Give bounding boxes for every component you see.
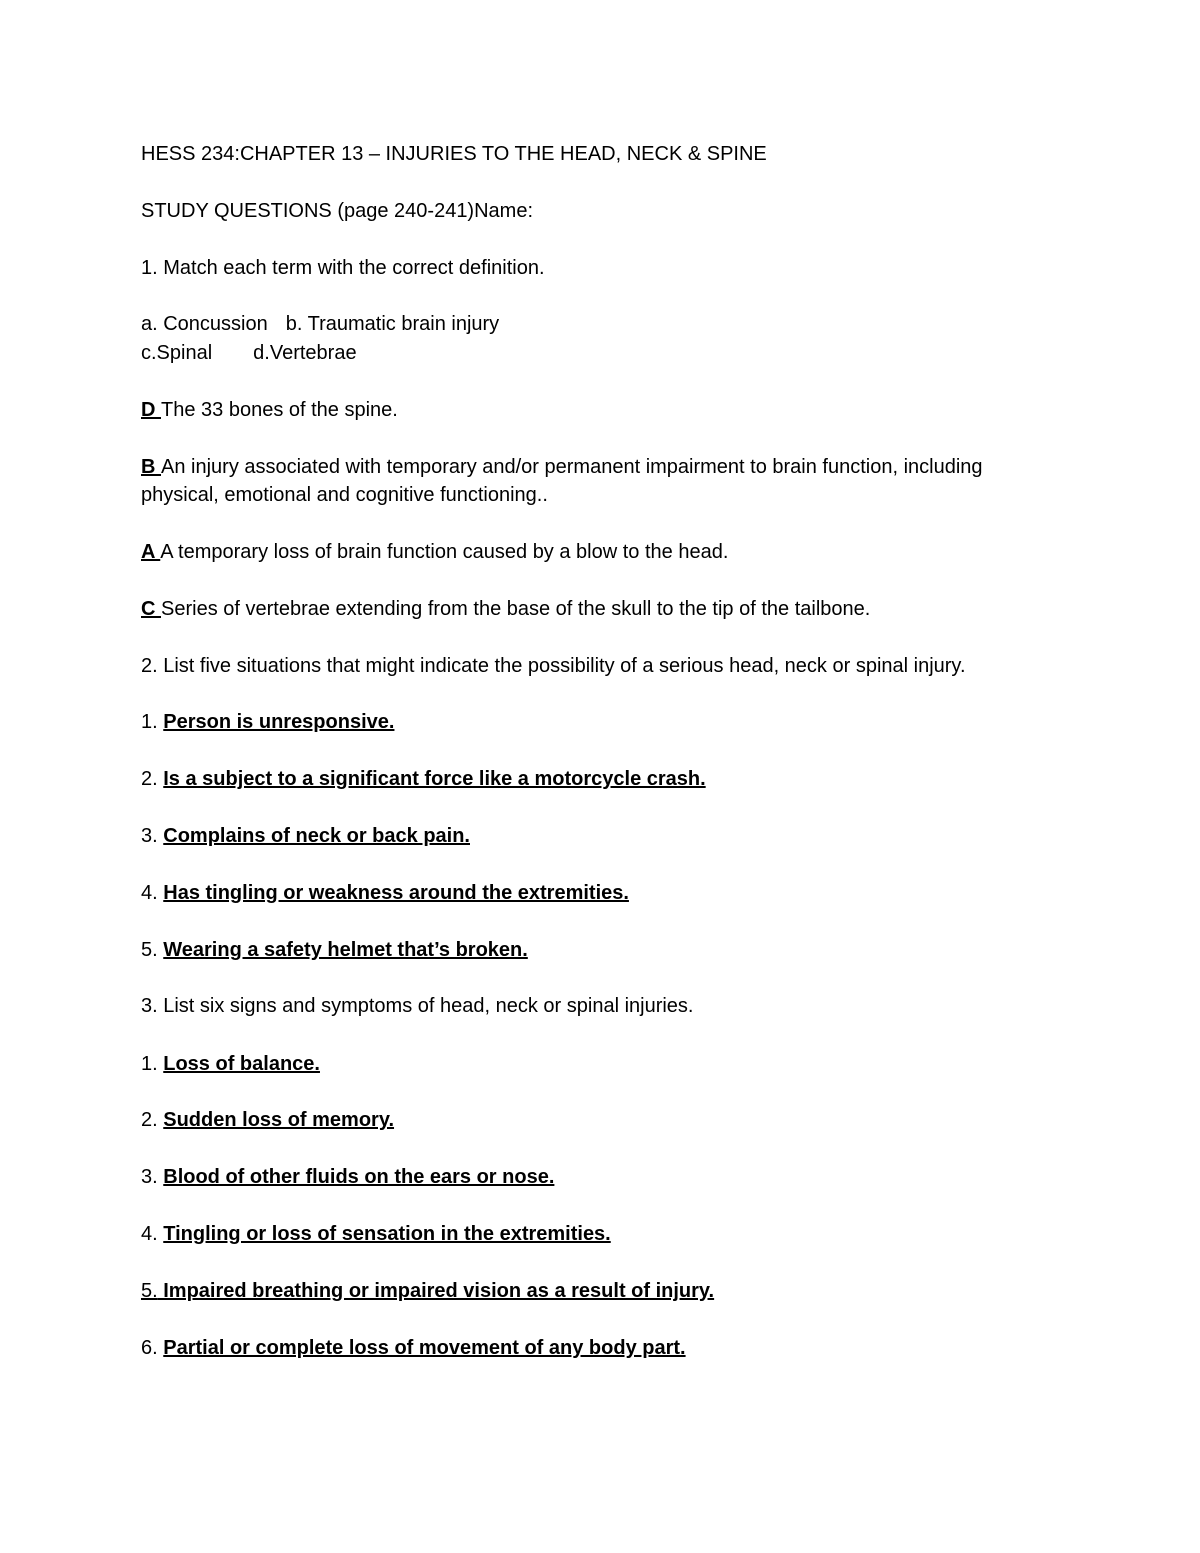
item-answer: Is a subject to a significant force like a motorcycle crash. [163, 768, 706, 790]
q2-item-3 [141, 822, 470, 850]
term-row-2 [141, 339, 357, 367]
question-1-prompt: 1. Match each term with the correct definition. [141, 257, 545, 279]
item-number: 6. [141, 1337, 164, 1359]
answer-c [141, 595, 870, 623]
q2-item-4 [141, 879, 629, 907]
answer-definition: Series of vertebrae extending from the base of the skull to the tip of the tailbone. [161, 598, 871, 620]
document-subtitle: STUDY QUESTIONS (page 240-241)Name: [141, 200, 534, 222]
item-answer: Blood of other fluids on the ears or nose. [163, 1166, 555, 1188]
item-number: 1. [141, 711, 164, 733]
item-number: 2. [141, 768, 164, 790]
term-b: b. Traumatic brain injury [285, 313, 500, 335]
item-number: 1. [141, 1053, 164, 1075]
q3-item-3 [141, 1163, 554, 1191]
term-a: a. Concussion [141, 313, 268, 335]
answer-definition: The 33 bones of the spine. [161, 399, 398, 421]
term-c: c.Spinal [141, 342, 213, 364]
item-number: 5. [141, 1280, 158, 1302]
item-answer: Sudden loss of memory. [163, 1109, 395, 1131]
answer-a [141, 538, 728, 566]
answer-definition: A temporary loss of brain function caused by a blow to the head. [160, 541, 729, 563]
item-number: 3. [141, 825, 164, 847]
item-number: 4. [141, 1223, 164, 1245]
item-answer: Tingling or loss of sensation in the extremities. [163, 1223, 611, 1245]
document-title: HESS 234:CHAPTER 13 – INJURIES TO THE HEAD, NECK & SPINE [141, 143, 767, 165]
q3-item-6 [141, 1334, 686, 1362]
question-2-prompt: 2. List five situations that might indicate the possibility of a serious head, neck or spinal injury. [141, 655, 966, 677]
term-d: d.Vertebrae [253, 342, 357, 364]
item-number: 4. [141, 882, 164, 904]
item-answer: Person is unresponsive. [163, 711, 395, 733]
item-answer: Complains of neck or back pain. [163, 825, 470, 847]
q2-item-2 [141, 765, 706, 793]
answer-letter: B [141, 456, 161, 478]
answer-definition: An injury associated with temporary and/or permanent impairment to brain function, including physical, emotional and cognitive functioning.. [141, 456, 983, 506]
item-answer: Wearing a safety helmet that’s broken. [163, 939, 528, 961]
q3-item-1 [141, 1050, 320, 1078]
q3-item-4 [141, 1220, 611, 1248]
item-answer: Loss of balance. [163, 1053, 320, 1075]
answer-letter: A [141, 541, 161, 563]
item-number: 5. [141, 939, 164, 961]
q2-item-1 [141, 708, 394, 736]
q3-item-2 [141, 1106, 394, 1134]
answer-letter: C [141, 598, 161, 620]
term-row-1 [141, 310, 499, 338]
item-answer: Partial or complete loss of movement of any body part. [163, 1337, 686, 1359]
answer-b [141, 453, 1061, 509]
q3-item-5 [141, 1277, 714, 1305]
item-number: 2. [141, 1109, 164, 1131]
item-number: 3. [141, 1166, 164, 1188]
answer-d [141, 396, 398, 424]
item-answer: Has tingling or weakness around the extremities. [163, 882, 629, 904]
q2-item-5 [141, 936, 528, 964]
question-3-prompt: 3. List six signs and symptoms of head, neck or spinal injuries. [141, 995, 694, 1017]
answer-letter: D [141, 399, 161, 421]
item-answer: Impaired breathing or impaired vision as a result of injury. [157, 1280, 715, 1302]
